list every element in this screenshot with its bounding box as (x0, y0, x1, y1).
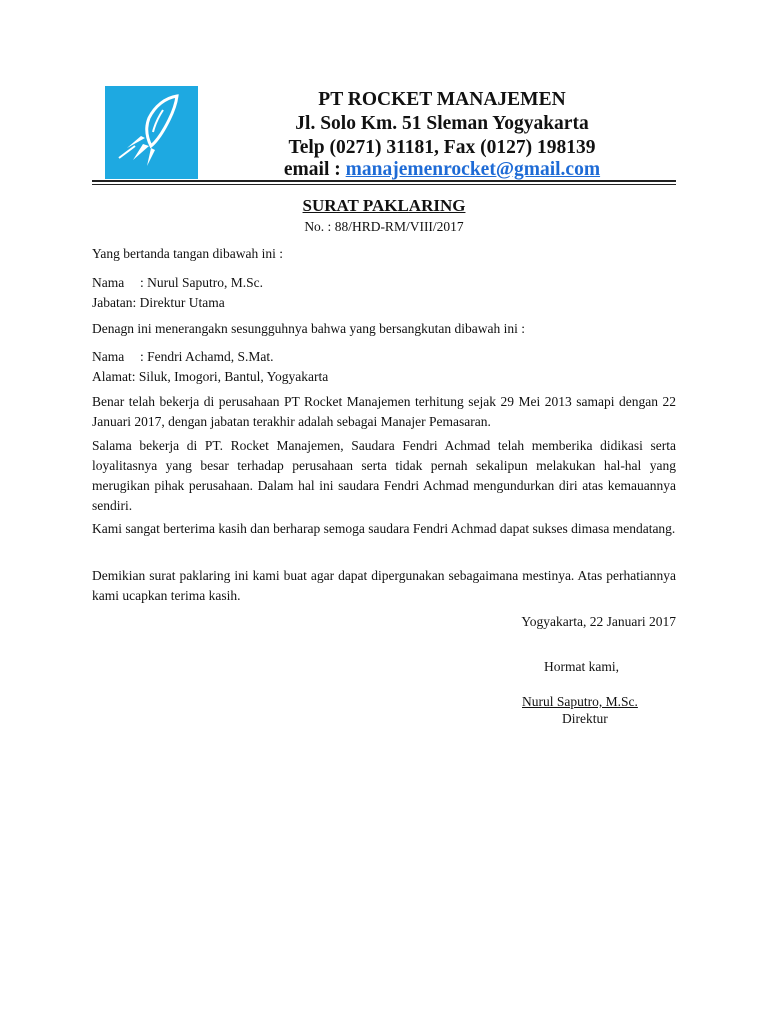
signer-name-label: Nama (92, 275, 125, 290)
paragraph-employment: Benar telah bekerja di perusahaan PT Rocket Manajemen terhitung sejak 29 Mei 2013 samapi dengan 22 Januari 2017, dengan jabatan terakhir adalah sebagai Manajer Pemasaran. (92, 394, 676, 429)
signer-position-row (92, 293, 676, 313)
signer-position-label: Jabatan: (92, 295, 137, 310)
signer-name: : Nurul Saputro, M.Sc. (140, 275, 263, 290)
employee-address-row (92, 367, 676, 387)
paragraph-closing: Demikian surat paklaring ini kami buat agar dapat dipergunakan sebagaimana mestinya. Atas perhatiannya kami ucapkan terima kasih. (92, 568, 676, 603)
closing-greeting: Hormat kami, (544, 659, 619, 674)
employee-address-label: Alamat: (92, 369, 136, 384)
company-logo (105, 86, 198, 179)
header-divider (92, 180, 676, 182)
paragraph-dedication: Salama bekerja di PT. Rocket Manajemen, Saudara Fendri Achmad telah memberika didikasi serta loyalitasnya yang besar terhadap perusahaan serta tidak pernah sekalipun melakukan hal-hal yang merugikan pihak perusahaan. Dalam hal ini saudara Fendri Achmad mengundurkan diri atas kemauannya sendiri. (92, 438, 676, 513)
company-email-line (212, 158, 672, 182)
signer-name-row (92, 273, 676, 293)
document-number: No. : 88/HRD-RM/VIII/2017 (304, 219, 464, 234)
employee-address: Siluk, Imogori, Bantul, Yogyakarta (138, 369, 329, 384)
rocket-fish-logo-icon (105, 86, 198, 179)
signer-signature-title: Direktur (562, 711, 608, 726)
company-address: Jl. Solo Km. 51 Sleman Yogyakarta (295, 113, 589, 134)
place-date: Yogyakarta, 22 Januari 2017 (521, 614, 676, 629)
paragraph-thanks: Kami sangat berterima kasih dan berharap semoga saudara Fendri Achmad dapat sukses dimasa mendatang. (92, 521, 676, 536)
employee-name-label: Nama (92, 349, 125, 364)
signer-info (92, 273, 676, 313)
intro-text: Yang bertanda tangan dibawah ini : (92, 246, 283, 261)
email-label: email : (283, 159, 341, 180)
employee-name: : Fendri Achamd, S.Mat. (140, 349, 274, 364)
company-phone: Telp (0271) 31181, Fax (0127) 198139 (288, 137, 596, 158)
statement-text: Denagn ini menerangakn sesungguhnya bahwa yang bersangkutan dibawah ini : (92, 321, 526, 336)
company-name: PT ROCKET MANAJEMEN (318, 89, 566, 110)
document-title: SURAT PAKLARING (302, 196, 466, 215)
header-divider-thin (92, 184, 676, 185)
employee-name-row (92, 347, 676, 367)
signer-position: Direktur Utama (139, 295, 225, 310)
signer-signature-name: Nurul Saputro, M.Sc. (522, 694, 638, 709)
email-link[interactable]: manajemenrocket@gmail.com (345, 159, 601, 180)
employee-info (92, 347, 676, 387)
